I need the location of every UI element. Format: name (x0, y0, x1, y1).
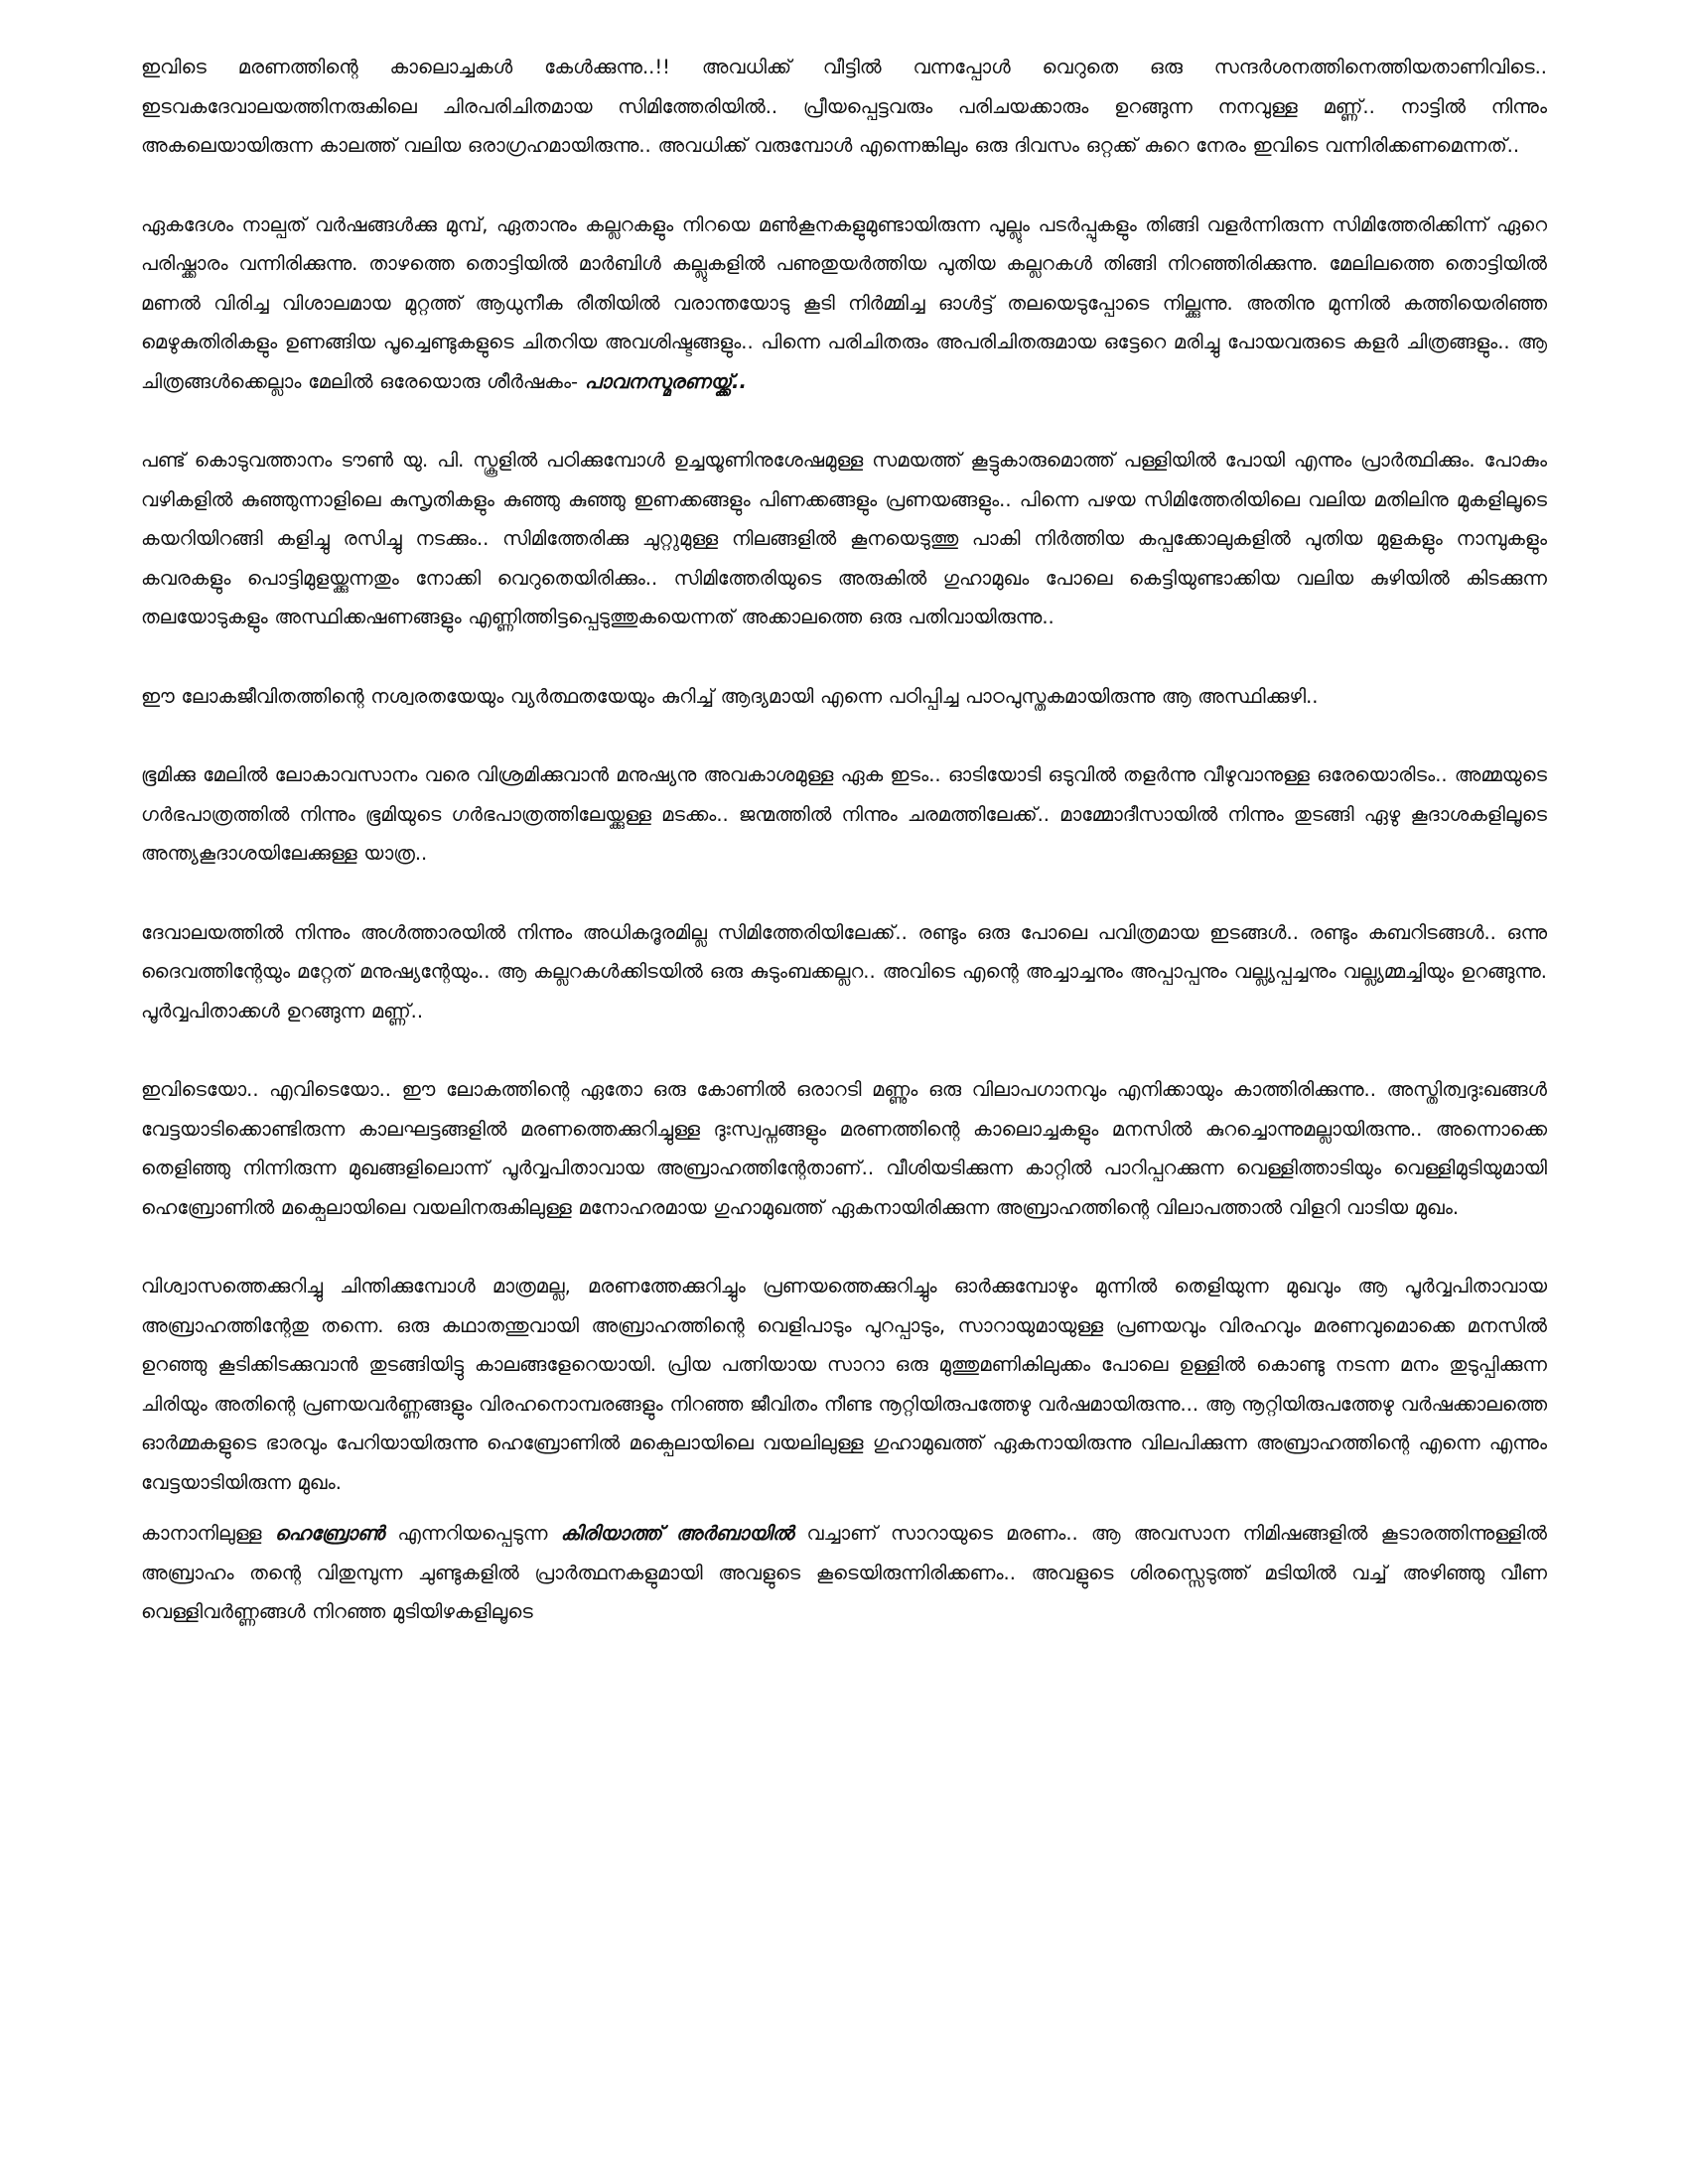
paragraph-school-memories (141, 441, 1547, 637)
emphasized-heading: പാവനസ്മരണയ്ക്ക്.. (584, 369, 747, 393)
paragraph-ossuary-lesson (141, 677, 1547, 717)
paragraph-text: പണ്ട് കൊടുവത്താനം ടൗൺ യു. പി. സ്കൂളിൽ പഠിക്കുമ്പോൾ ഉച്ചയൂണിനുശേഷമുള്ള സമയത്ത് കൂട്ടുകാരുമൊത്ത് പള്ളിയിൽ പോയി എന്നും പ്രാർത്ഥിക്കും. പോകും വഴികളിൽ കുഞ്ഞുന്നാളിലെ കുസൃതികളും കുഞ്ഞു കുഞ്ഞു ഇണക്കങ്ങളും പിണക്കങ്ങളും പ്രണയങ്ങളും.. പിന്നെ പഴയ സിമിത്തേരിയിലെ വലിയ മതിലിനു മുകളിലൂടെ കയറിയിറങ്ങി കളിച്ചു രസിച്ചു നടക്കും.. സിമിത്തേരിക്കു ചുറ്റുമുള്ള നിലങ്ങളിൽ കൂനയെടുത്തു പാകി നിർത്തിയ കപ്പക്കോലുകളിൽ പുതിയ മുളകളും നാമ്പുകളും കവരകളും പൊട്ടിമുളയ്ക്കുന്നതും നോക്കി വെറുതെയിരിക്കും.. സിമിത്തേരിയുടെ അരുകിൽ ഗുഹാമുഖം പോലെ കെട്ടിയുണ്ടാക്കിയ വലിയ കുഴിയിൽ കിടക്കുന്ന തലയോടുകളും അസ്ഥിക്കഷണങ്ങളും എണ്ണിത്തിട്ടപ്പെടുത്തുകയെന്നത് അക്കാലത്തെ ഒരു പതിവായിരുന്നു.. (141, 449, 1547, 628)
paragraph-church-and-cemetery (141, 913, 1547, 1031)
paragraph-text: ഭൂമിക്കു മേലിൽ ലോകാവസാനം വരെ വിശ്രമിക്കുവാൻ മനുഷ്യനു അവകാശമുള്ള ഏക ഇടം.. ഓടിയോടി ഒടുവിൽ തളർന്നു വീഴുവാനുള്ള ഒരേയൊരിടം.. അമ്മയുടെ ഗർഭപാത്രത്തിൽ നിന്നും ഭൂമിയുടെ ഗർഭപാത്രത്തിലേയ്ക്കുള്ള മടക്കം.. ജന്മത്തിൽ നിന്നും ചരമത്തിലേക്ക്.. മാമ്മോദീസായിൽ നിന്നും തുടങ്ങി ഏഴു കൂദാശകളിലൂടെ അന്ത്യകൂദാശയിലേക്കുള്ള യാത്ര.. (141, 763, 1547, 865)
paragraph-text: വിശ്വാസത്തെക്കുറിച്ചു ചിന്തിക്കുമ്പോൾ മാത്രമല്ല, മരണത്തേക്കുറിച്ചും പ്രണയത്തെക്കുറിച്ചും ഓർക്കുമ്പോഴും മുന്നിൽ തെളിയുന്ന മുഖവും ആ പൂർവ്വപിതാവായ അബ്രാഹത്തിന്റേതു തന്നെ. ഒരു കഥാതന്തുവായി അബ്രാഹത്തിന്റെ വെളിപാടും പുറപ്പാടും, സാറായുമായുള്ള പ്രണയവും വിരഹവും മരണവുമൊക്കെ മനസിൽ ഉറഞ്ഞു കൂടിക്കിടക്കുവാൻ തുടങ്ങിയിട്ടു കാലങ്ങളേറെയായി. പ്രിയ പത്നിയായ സാറാ ഒരു മുത്തുമണികിലുക്കം പോലെ ഉള്ളിൽ കൊണ്ടു നടന്ന മനം തുടുപ്പിക്കുന്ന ചിരിയും അതിന്റെ പ്രണയവർണ്ണങ്ങളും വിരഹനൊമ്പരങ്ങളും നിറഞ്ഞ ജീവിതം നീണ്ട നൂറ്റിയിരുപത്തേഴു വർഷമായിരുന്നു... ആ നൂറ്റിയിരുപത്തേഴു വർഷക്കാലത്തെ ഓർമ്മകളുടെ ഭാരവും പേറിയായിരുന്നു ഹെബ്രോണിൽ മക്പെലായിലെ വയലിലുള്ള ഗുഹാമുഖത്ത് ഏകനായിരുന്നു വിലപിക്കുന്ന അബ്രാഹത്തിന്റെ എന്നെ എന്നും വേട്ടയാടിയിരുന്ന മുഖം. (141, 1275, 1547, 1494)
paragraph-text: ഏകദേശം നാല്പത് വർഷങ്ങൾക്കു മുമ്പ്, ഏതാനും കല്ലറകളും നിറയെ മൺകൂനകളുമുണ്ടായിരുന്ന പുല്ലും പടർപ്പുകളും തിങ്ങി വളർന്നിരുന്ന സിമിത്തേരിക്കിന്ന് ഏറെ പരിഷ്ക്കാരം വന്നിരിക്കുന്നു. താഴത്തെ തൊട്ടിയിൽ മാർബിൾ കല്ലുകളിൽ പണുതുയർത്തിയ പുതിയ കല്ലറകൾ തിങ്ങി നിറഞ്ഞിരിക്കുന്നു. മേലിലത്തെ തൊട്ടിയിൽ മണൽ വിരിച്ച വിശാലമായ മുറ്റത്ത് ആധുനീക രീതിയിൽ വരാന്തയോടു കൂടി നിർമ്മിച്ച ഓൾട്ട് തലയെടുപ്പോടെ നില്ക്കുന്നു. അതിനു മുന്നിൽ കത്തിയെരിഞ്ഞ മെഴുകുതിരികളും ഉണങ്ങിയ പൂച്ചെണ്ടുകളുടെ ചിതറിയ അവശിഷ്ടങ്ങളും.. പിന്നെ പരിചിതരും അപരിചിതരുമായ ഒട്ടേറെ മരിച്ചു പോയവരുടെ കളർ ചിത്രങ്ങളും.. ആ ചിത്രങ്ങൾക്കെല്ലാം മേലിൽ ഒരേയൊരു ശീർഷകം- (141, 212, 1547, 393)
emphasized-place-hebron: ഹെബ്രോൺ (274, 1522, 385, 1545)
paragraph-cemetery-visit (141, 48, 1547, 166)
emphasized-place-kiriath-arba: കിരിയാത്ത് അർബായിൽ (560, 1522, 794, 1545)
paragraph-text: വച്ചാണ് സാറായുടെ മരണം.. ആ അവസാന നിമിഷങ്ങളിൽ കൂടാരത്തിന്നുള്ളിൽ അബ്രാഹം തന്റെ വിതുമ്പുന്ന ചുണ്ടുകളിൽ പ്രാർത്ഥനകളുമായി അവളുടെ കൂടെയിരുന്നിരിക്കണം.. അവളുടെ ശിരസ്സെടുത്ത് മടിയിൽ വച്ച് അഴിഞ്ഞു വീണ വെള്ളിവർണ്ണങ്ങൾ നിറഞ്ഞ മുടിയിഴകളിലൂടെ (141, 1522, 1547, 1623)
paragraph-sarah-death (141, 1514, 1547, 1632)
paragraph-text: കാനാനിലുള്ള (141, 1522, 262, 1545)
paragraph-text: ഇവിടെയോ.. എവിടെയോ.. ഈ ലോകത്തിന്റെ ഏതോ ഒരു കോണിൽ ഒരാറടി മണ്ണും ഒരു വിലാപഗാനവും എനിക്കായും കാത്തിരിക്കുന്നു.. അസ്തിത്വദുഃഖങ്ങൾ വേട്ടയാടിക്കൊണ്ടിരുന്ന കാലഘട്ടങ്ങളിൽ മരണത്തെക്കുറിച്ചുള്ള ദുഃസ്വപ്നങ്ങളും മരണത്തിന്റെ കാലൊച്ചകളും മനസിൽ കുറച്ചൊന്നുമല്ലായിരുന്നു.. അന്നൊക്കെ തെളിഞ്ഞു നിന്നിരുന്ന മുഖങ്ങളിലൊന്ന് പൂർവ്വപിതാവായ അബ്രാഹത്തിന്റേതാണ്.. വീശിയടിക്കുന്ന കാറ്റിൽ പാറിപ്പറക്കുന്ന വെള്ളിത്താടിയും വെള്ളിമുടിയുമായി ഹെബ്രോണിൽ മക്പെലായിലെ വയലിനരുകിലുള്ള മനോഹരമായ ഗുഹാമുഖത്ത് ഏകനായിരിക്കുന്ന അബ്രാഹത്തിന്റെ വിലാപത്താൽ വിളറി വാടിയ മുഖം. (141, 1078, 1547, 1219)
paragraph-sarah-love (141, 1267, 1547, 1502)
paragraph-text: എന്നറിയപ്പെടുന്ന (397, 1522, 548, 1545)
paragraph-cemetery-changes (141, 205, 1547, 402)
paragraph-text: ദേവാലയത്തിൽ നിന്നും അൾത്താരയിൽ നിന്നും അധികദൂരമില്ല സിമിത്തേരിയിലേക്ക്.. രണ്ടും ഒരു പോലെ പവിത്രമായ ഇടങ്ങൾ.. രണ്ടും കബറിടങ്ങൾ.. ഒന്നു ദൈവത്തിന്റേയും മറ്റേത് മനുഷ്യന്റേയും.. ആ കല്ലറകൾക്കിടയിൽ ഒരു കുടുംബക്കല്ലറ.. അവിടെ എന്റെ അച്ചാച്ചനും അപ്പാപ്പനും വല്ല്യപ്പച്ചനും വല്ല്യമ്മച്ചിയും ഉറങ്ങുന്നു. പൂർവ്വപിതാക്കൾ ഉറങ്ങുന്ന മണ്ണ്.. (141, 920, 1547, 1023)
paragraph-text: ഇവിടെ മരണത്തിന്റെ കാലൊച്ചകൾ കേൾക്കുന്നു..!! അവധിക്ക് വീട്ടിൽ വന്നപ്പോൾ വെറുതെ ഒരു സന്ദർശനത്തിനെത്തിയതാണിവിടെ.. ഇടവകദേവാലയത്തിനരുകിലെ ചിരപരിചിതമായ സിമിത്തേരിയിൽ.. പ്രീയപ്പെട്ടവരും പരിചയക്കാരും ഉറങ്ങുന്ന നനവുള്ള മണ്ണ്.. നാട്ടിൽ നിന്നും അകലെയായിരുന്ന കാലത്ത് വലിയ ഒരാഗ്രഹമായിരുന്നു.. അവധിക്ക് വരുമ്പോൾ എന്നെങ്കിലും ഒരു ദിവസം ഒറ്റക്ക് കുറെ നേരം ഇവിടെ വന്നിരിക്കണമെന്നത്.. (141, 56, 1547, 157)
paragraph-text: ഈ ലോകജീവിതത്തിന്റെ നശ്വരതയേയും വ്യർത്ഥതയേയും കുറിച്ച് ആദ്യമായി എന്നെ പഠിപ്പിച്ച പാഠപുസ്തകമായിരുന്നു ആ അസ്ഥിക്കുഴി.. (141, 684, 1319, 708)
document-page (141, 48, 1547, 1632)
paragraph-abraham-face (141, 1070, 1547, 1227)
paragraph-resting-place (141, 755, 1547, 874)
